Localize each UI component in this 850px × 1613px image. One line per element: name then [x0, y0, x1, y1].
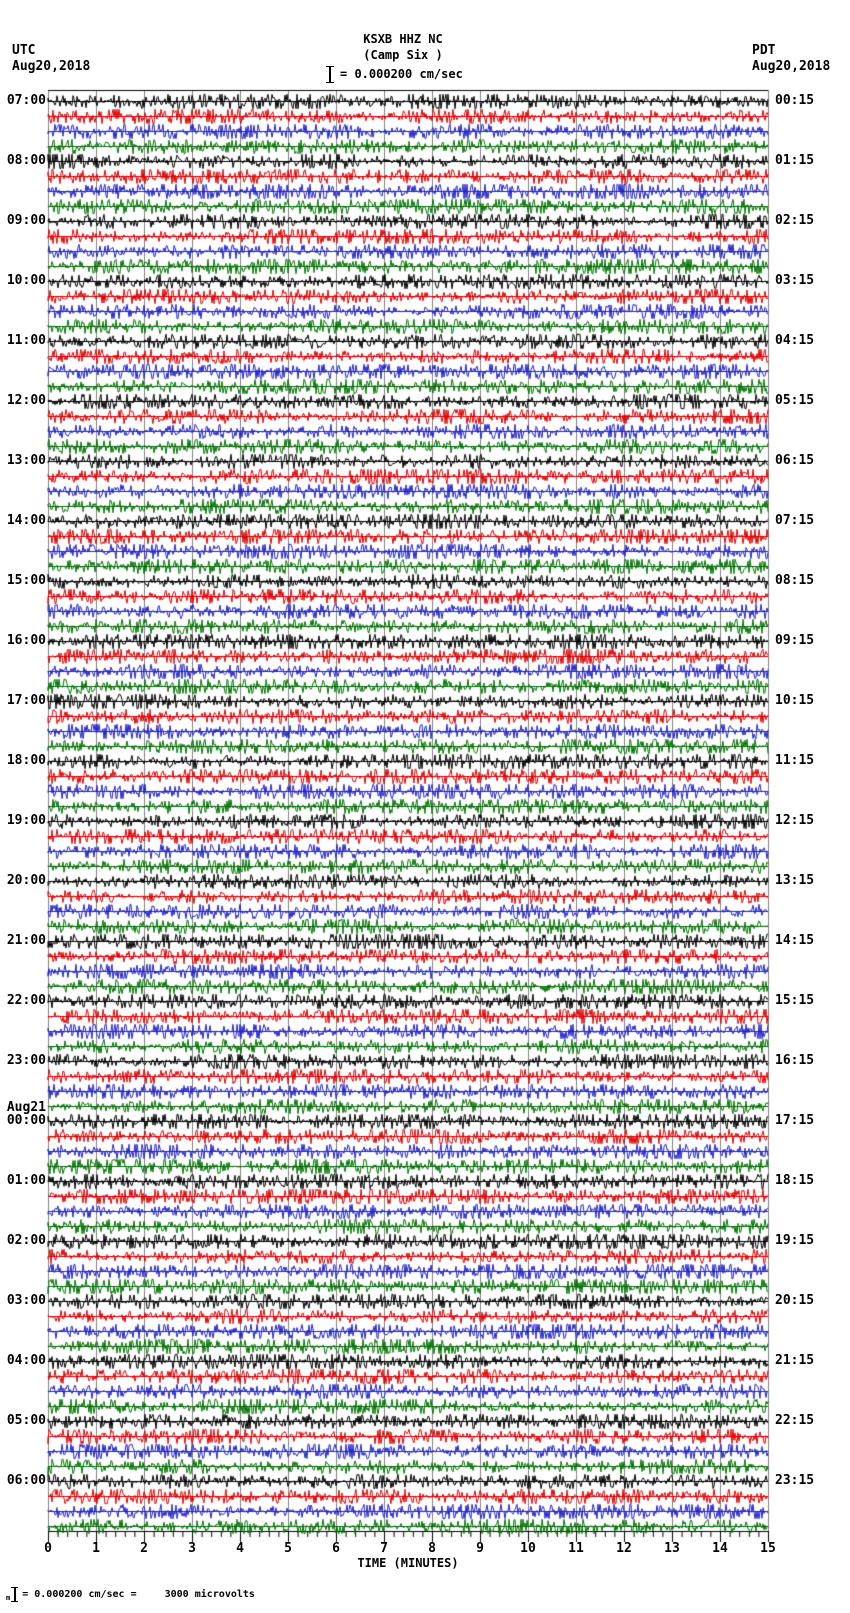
- x-axis-tick-label: 0: [44, 1541, 52, 1556]
- scale-bar-icon: [326, 66, 334, 83]
- footer-scale-equation: = 0.000200 cm/sec =: [22, 1589, 137, 1600]
- x-axis-tick-label: 10: [520, 1541, 536, 1556]
- date-break-label: Aug21: [6, 1100, 46, 1115]
- utc-hour-label: 05:00: [6, 1413, 46, 1428]
- x-axis-tick-label: 4: [236, 1541, 244, 1556]
- x-axis-tick-label: 12: [616, 1541, 632, 1556]
- x-axis-tick-label: 3: [188, 1541, 196, 1556]
- x-axis-tick-label: 8: [428, 1541, 436, 1556]
- utc-hour-label: 22:00: [6, 993, 46, 1008]
- pdt-hour-label: 13:15: [775, 873, 815, 888]
- utc-hour-label: 13:00: [6, 453, 46, 468]
- pdt-hour-label: 19:15: [775, 1233, 815, 1248]
- x-axis-tick-label: 5: [284, 1541, 292, 1556]
- utc-hour-label: 02:00: [6, 1233, 46, 1248]
- utc-hour-label: 11:00: [6, 333, 46, 348]
- pdt-hour-label: 06:15: [775, 453, 815, 468]
- pdt-hour-label: 03:15: [775, 273, 815, 288]
- utc-hour-label: 10:00: [6, 273, 46, 288]
- x-axis-tick-label: 15: [760, 1541, 776, 1556]
- amplitude-scale-footer: [6, 1586, 255, 1607]
- pdt-hour-label: 02:15: [775, 213, 815, 228]
- station-subtitle: (Camp Six ): [363, 48, 443, 62]
- utc-hour-label: 15:00: [6, 573, 46, 588]
- utc-timezone-label: UTC: [12, 43, 36, 58]
- pdt-hour-label: 14:15: [775, 933, 815, 948]
- utc-hour-label: 01:00: [6, 1173, 46, 1188]
- x-axis-tick-label: 13: [664, 1541, 680, 1556]
- pdt-hour-label: 09:15: [775, 633, 815, 648]
- utc-hour-label: 06:00: [6, 1473, 46, 1488]
- pdt-hour-label: 11:15: [775, 753, 815, 768]
- pdt-timezone-label: PDT: [752, 43, 776, 58]
- x-axis-tick-label: 11: [568, 1541, 584, 1556]
- utc-hour-label: 21:00: [6, 933, 46, 948]
- pdt-hour-label: 04:15: [775, 333, 815, 348]
- utc-hour-label: 17:00: [6, 693, 46, 708]
- pdt-hour-label: 12:15: [775, 813, 815, 828]
- footer-scale-value: 3000 microvolts: [164, 1589, 255, 1600]
- pdt-hour-label: 23:15: [775, 1473, 815, 1488]
- x-axis-tick-label: 6: [332, 1541, 340, 1556]
- pdt-hour-label: 22:15: [775, 1413, 815, 1428]
- amplitude-scale-header: [326, 66, 463, 83]
- pdt-hour-label: 15:15: [775, 993, 815, 1008]
- utc-hour-label: 07:00: [6, 93, 46, 108]
- utc-header: [12, 43, 90, 75]
- utc-hour-label: 18:00: [6, 753, 46, 768]
- pdt-hour-label: 16:15: [775, 1053, 815, 1068]
- utc-hour-label: 20:00: [6, 873, 46, 888]
- x-axis-tick-label: 14: [712, 1541, 728, 1556]
- x-axis-tick-label: 2: [140, 1541, 148, 1556]
- pdt-hour-label: 18:15: [775, 1173, 815, 1188]
- utc-hour-label: 04:00: [6, 1353, 46, 1368]
- utc-hour-label: 03:00: [6, 1293, 46, 1308]
- pdt-hour-label: 20:15: [775, 1293, 815, 1308]
- utc-hour-label: 19:00: [6, 813, 46, 828]
- x-axis-tick-label: 7: [380, 1541, 388, 1556]
- utc-hour-label: 08:00: [6, 153, 46, 168]
- utc-hour-label: 23:00: [6, 1053, 46, 1068]
- pdt-hour-label: 05:15: [775, 393, 815, 408]
- utc-hour-label: 16:00: [6, 633, 46, 648]
- scale-text: = 0.000200 cm/sec: [340, 67, 463, 81]
- utc-hour-label: 09:00: [6, 213, 46, 228]
- pdt-date-label: Aug20,2018: [752, 59, 831, 74]
- x-axis-tick-label: 1: [92, 1541, 100, 1556]
- footer-prefix-symbol: m: [6, 1594, 11, 1602]
- pdt-hour-label: 00:15: [775, 93, 815, 108]
- pdt-header: [752, 43, 830, 75]
- utc-hour-label: 12:00: [6, 393, 46, 408]
- utc-hour-label: 14:00: [6, 513, 46, 528]
- pdt-hour-label: 07:15: [775, 513, 815, 528]
- pdt-hour-label: 08:15: [775, 573, 815, 588]
- x-axis-title: TIME (MINUTES): [357, 1556, 459, 1570]
- pdt-hour-label: 10:15: [775, 693, 815, 708]
- utc-hour-label: 00:00: [6, 1113, 46, 1128]
- station-title: KSXB HHZ NC: [363, 32, 443, 46]
- pdt-hour-label: 01:15: [775, 153, 815, 168]
- pdt-hour-label: 21:15: [775, 1353, 815, 1368]
- utc-date-label: Aug20,2018: [12, 59, 91, 74]
- footer-scale-bar-icon: [11, 1587, 18, 1602]
- pdt-hour-label: 17:15: [775, 1113, 815, 1128]
- x-axis-tick-label: 9: [476, 1541, 484, 1556]
